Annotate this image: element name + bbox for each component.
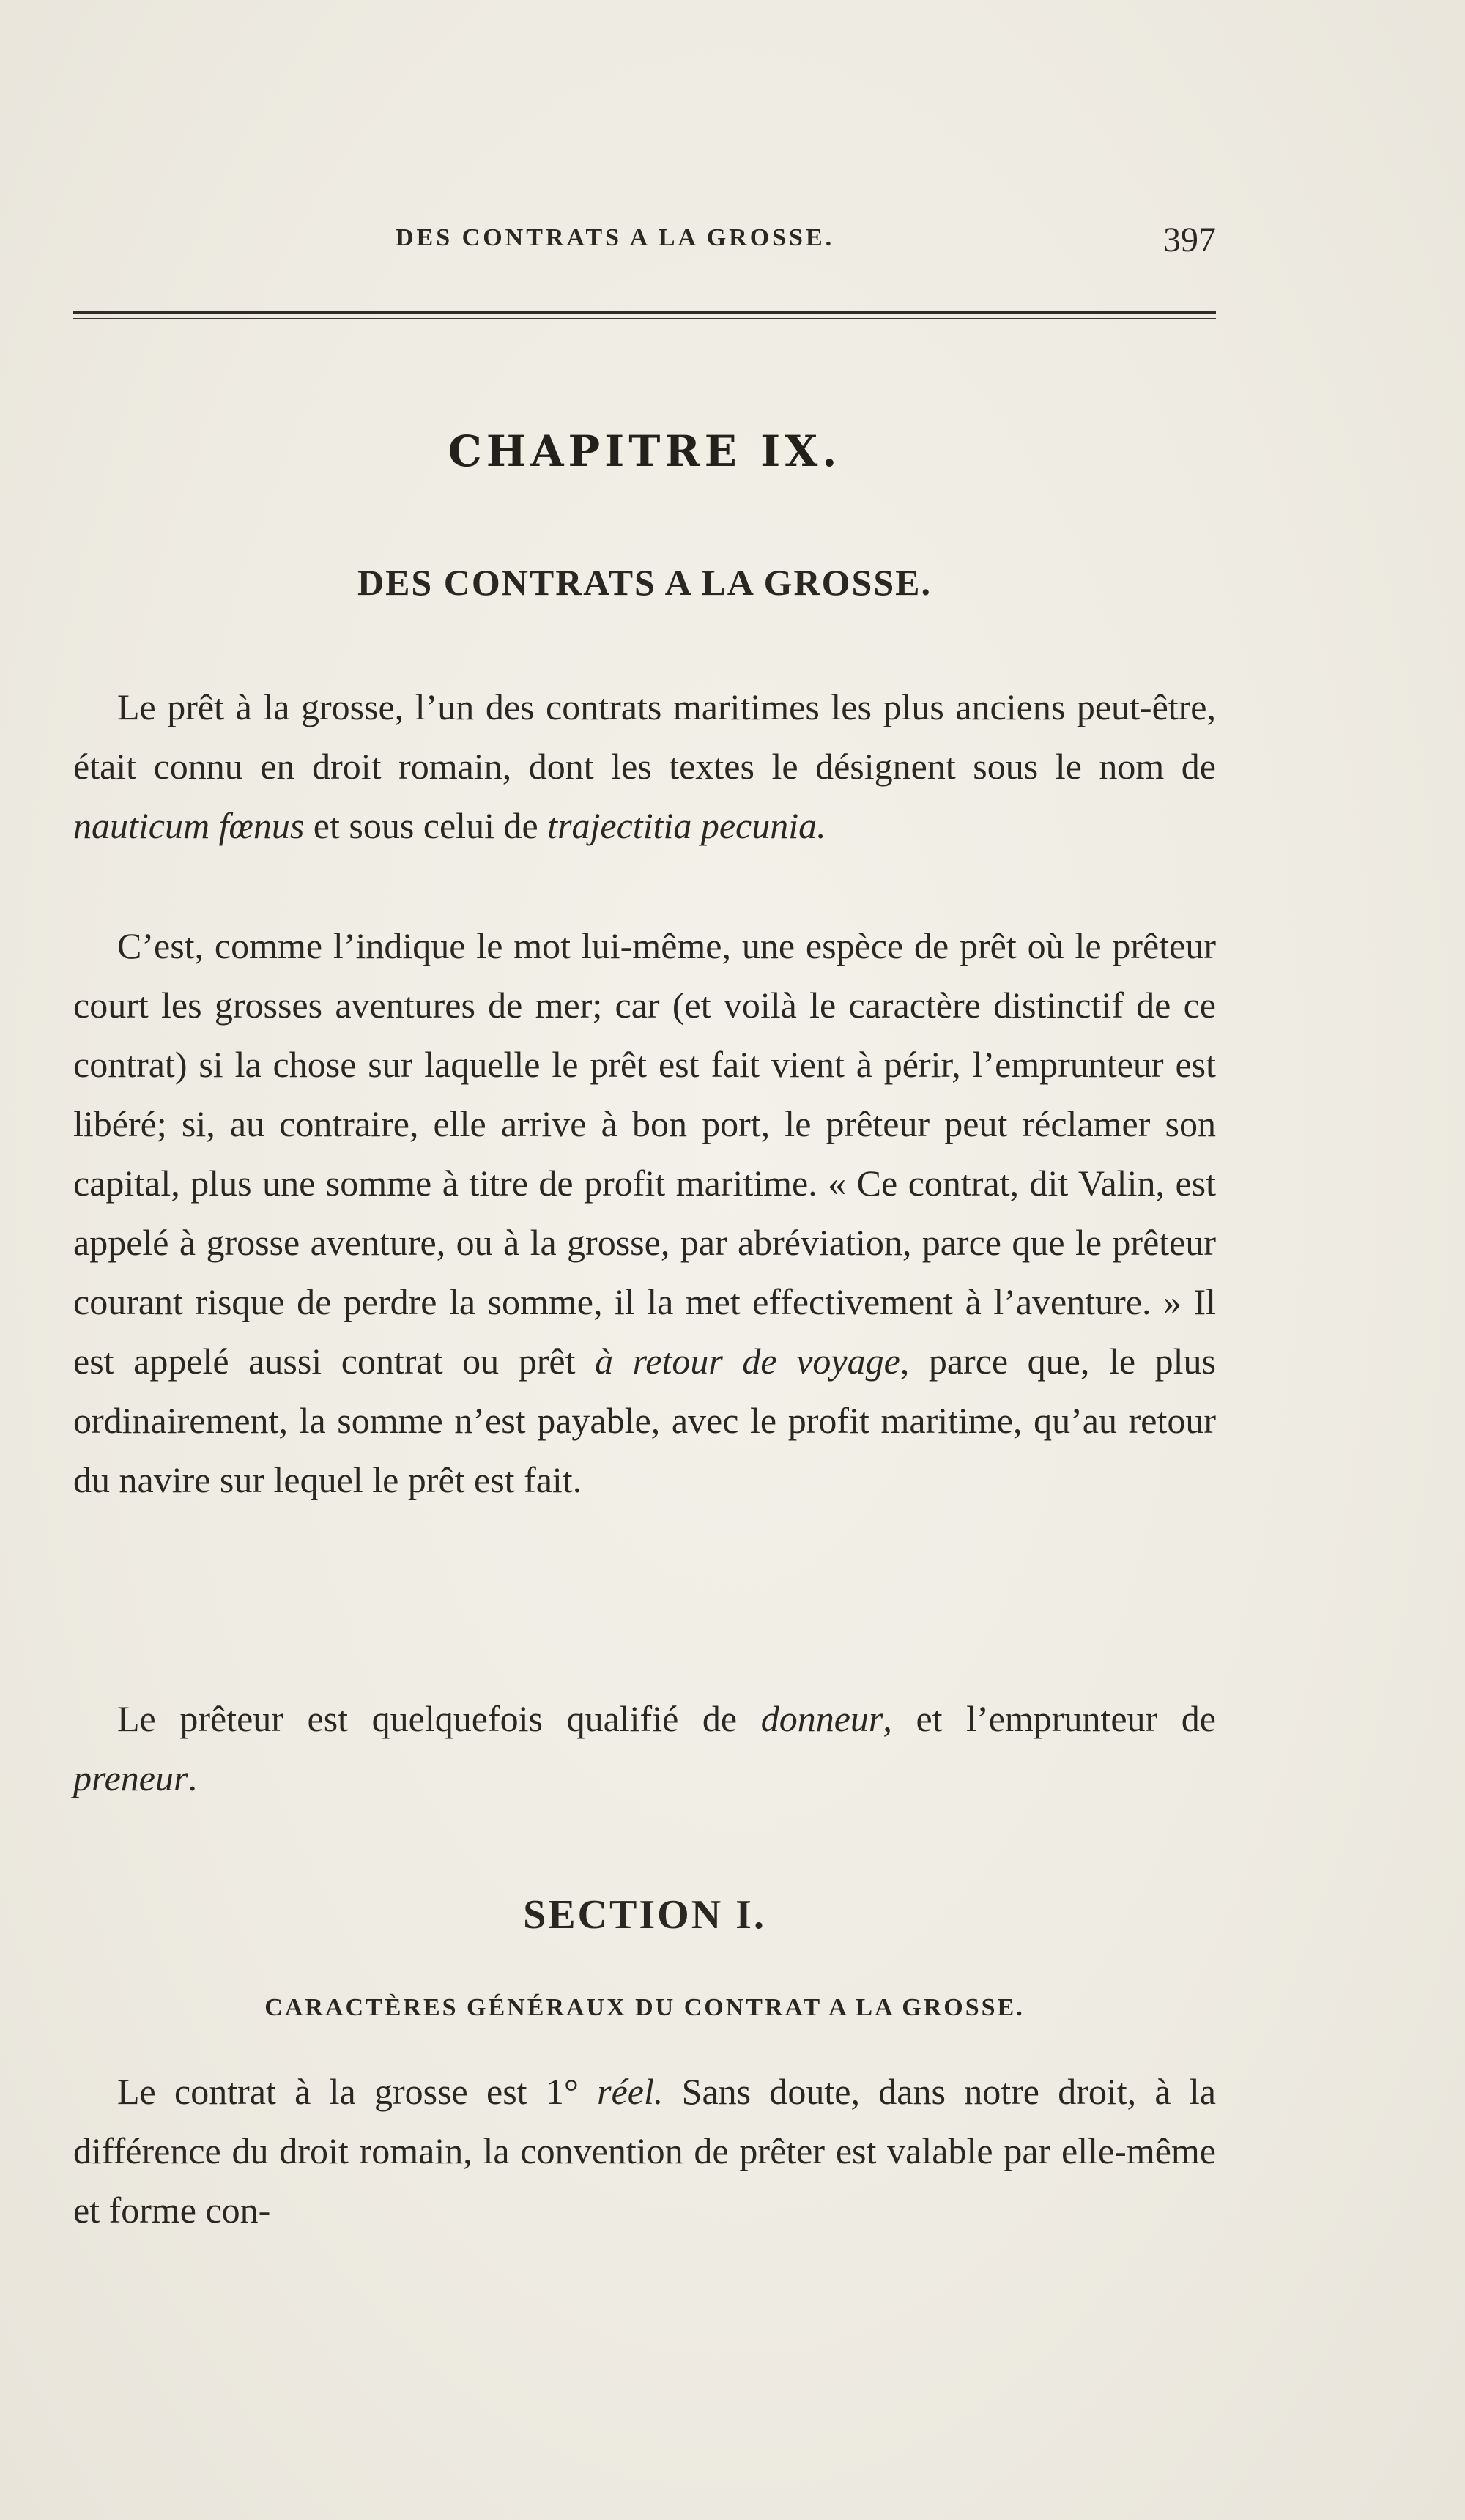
page-number: 397 (1163, 220, 1216, 259)
paragraph-3-text (73, 1689, 1216, 1808)
p2-italic-retour: à retour de voyage (595, 1341, 900, 1382)
header-rule-thick (73, 311, 1216, 314)
chapter-subtitle: DES CONTRATS A LA GROSSE. (357, 562, 932, 603)
chapter-title: CHAPITRE IX. (448, 426, 842, 476)
paragraph-4-text (73, 2062, 1216, 2240)
paragraph-2-text (73, 916, 1216, 1510)
p1-text-b: et sous celui de (304, 805, 548, 846)
p4-text-a: Le contrat à la grosse est 1° (117, 2071, 598, 2112)
p1-italic-nauticum: nauticum fœnus (73, 805, 305, 846)
page-header (73, 220, 1216, 264)
section-title: SECTION I. (523, 1892, 766, 1938)
paragraph-1-text (73, 678, 1216, 856)
section-subtitle: CARACTÈRES GÉNÉRAUX DU CONTRAT A LA GROSSE. (264, 1994, 1025, 2021)
p3-text-b: , et l’emprunteur de (883, 1698, 1216, 1739)
header-rule (73, 311, 1216, 319)
p2-text-a: C’est, comme l’indique le mot lui-même, une espèce de prêt où le prêteur court les grosses aventures de mer; car (et voilà le caractère distinctif de ce contrat) si la chose sur laquelle le prêt est fait vient à périr, l’emprunteur est libéré; si, au contraire, elle arrive à bon port, le prêteur peut réclamer son capital, plus une somme à titre de profit maritime. « Ce contrat, dit Valin, est appelé à grosse aventure, ou à la grosse, par abréviation, parce que le prêteur courant risque de perdre la somme, il la met effectivement à l’aventure. » Il est appelé aussi contrat ou prêt (73, 925, 1216, 1382)
paragraph-4 (73, 2062, 1216, 2240)
paragraph-3 (73, 1689, 1216, 1808)
p4-text-b: Sans doute, dans notre droit, à la différence du droit romain, la convention de prêter est valable par elle-même et forme con- (73, 2071, 1216, 2231)
paragraph-1 (73, 678, 1216, 856)
p1-text-a: Le prêt à la grosse, l’un des contrats maritimes les plus anciens peut-être, était connu en droit romain, dont les textes le désignent sous le nom de (73, 686, 1216, 787)
p2-text-b: , parce que, le plus ordinairement, la somme n’est payable, avec le profit maritime, qu’au retour du navire sur lequel le prêt est fait. (73, 1341, 1216, 1500)
p4-italic-reel: réel. (597, 2071, 664, 2112)
p3-text-a: Le prêteur est quelquefois qualifié de (117, 1698, 761, 1739)
p3-text-c: . (188, 1757, 197, 1798)
paragraph-2 (73, 916, 1216, 1510)
p3-italic-preneur: preneur (73, 1757, 188, 1798)
header-rule-thin (73, 318, 1216, 319)
p3-italic-donneur: donneur (760, 1698, 883, 1739)
running-head: DES CONTRATS A LA GROSSE. (396, 224, 835, 251)
p1-italic-trajectitia: trajectitia pecunia. (547, 805, 826, 846)
